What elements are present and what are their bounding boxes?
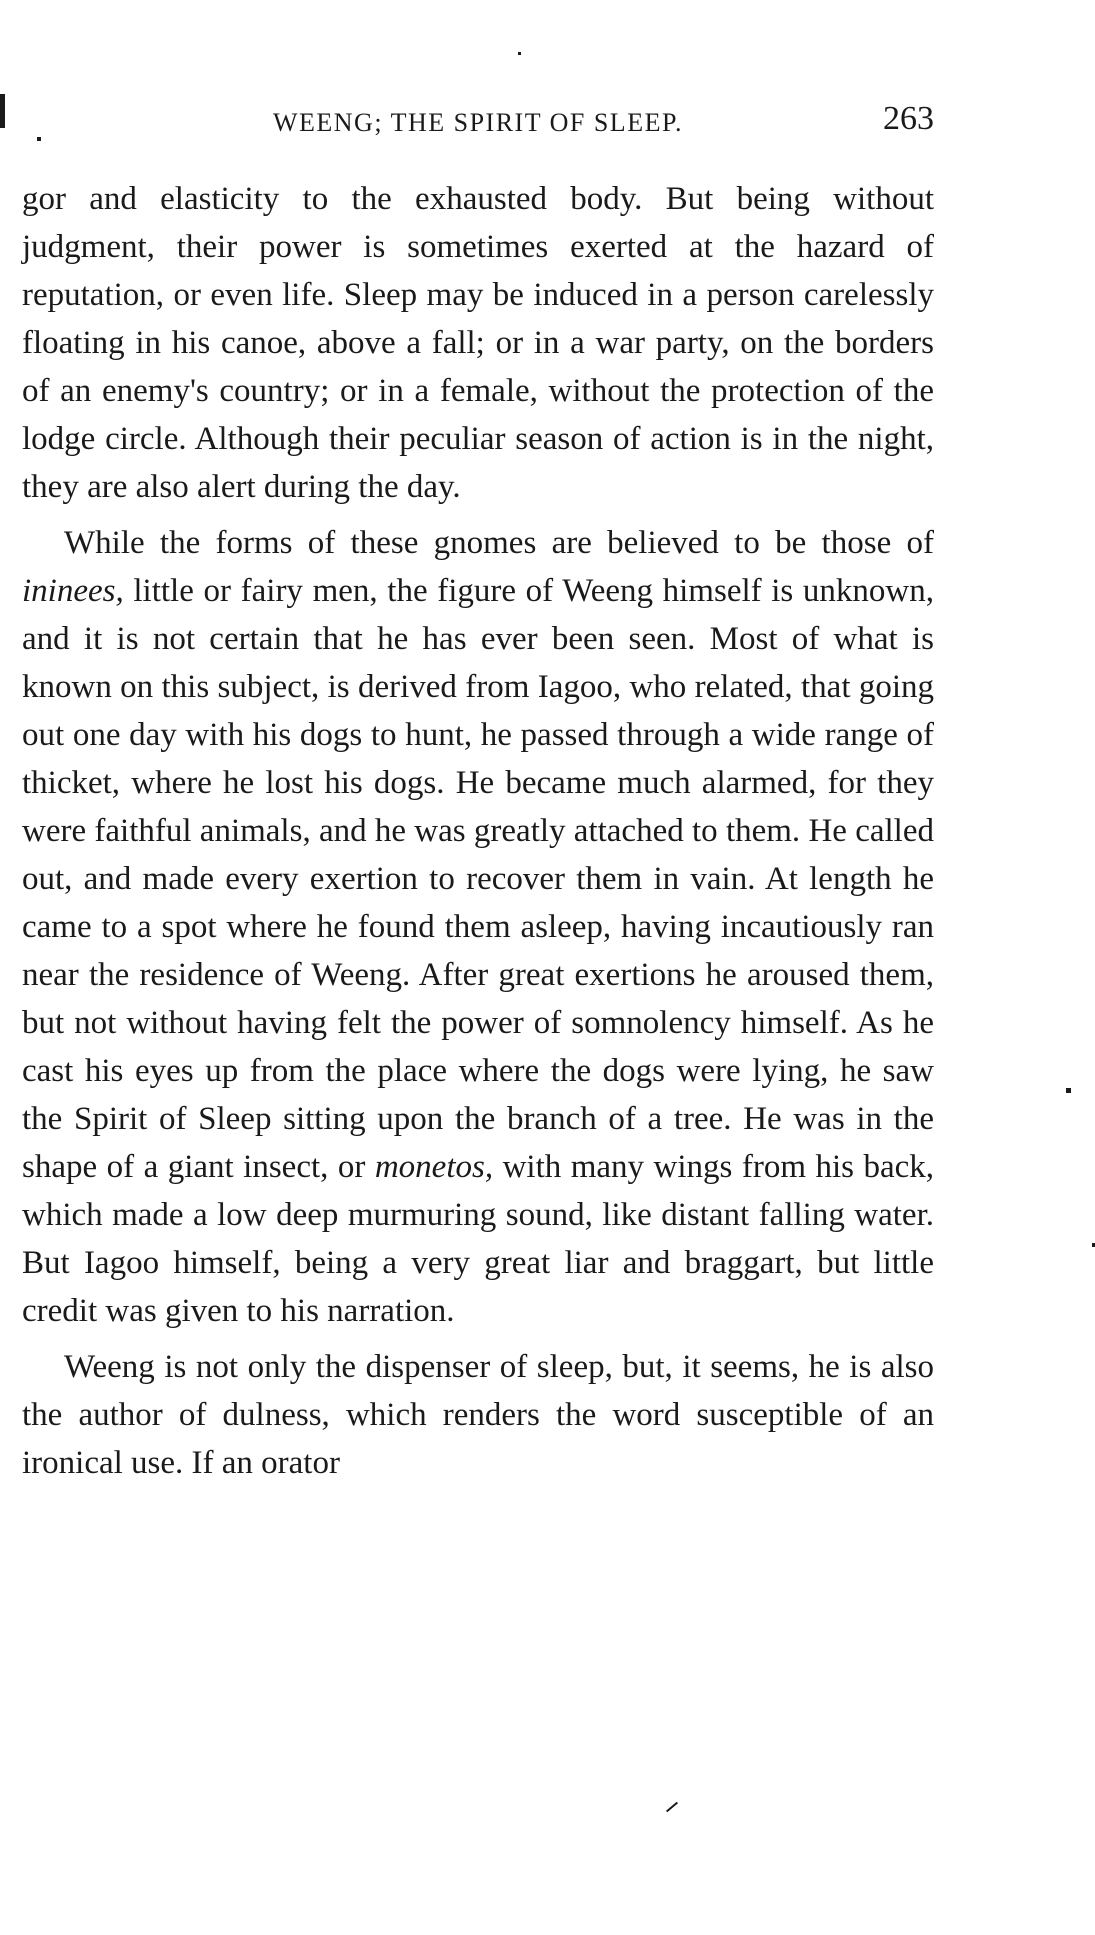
- page-header: [22, 100, 934, 144]
- paragraph-2: [22, 519, 934, 1335]
- paragraph-2-part-1: While the forms of these gnomes are believed to be those of: [64, 525, 934, 561]
- page-number: 263: [883, 100, 934, 137]
- margin-scan-mark: [0, 94, 5, 128]
- italic-term-ininees: ininees,: [22, 573, 124, 609]
- paragraph-2-part-2: little or fairy men, the figure of Weeng himself is unknown, and it is not certain that he has ever been seen. Most of what is known on this subject, is derived from Iagoo, who related, that going out one day with his dogs to hunt, he passed through a wide range of thicket, where he lost his dogs. He became much alarmed, for they were faithful animals, and he was greatly attached to them. He called out, and made every exertion to recover them in vain. At length he came to a spot where he found them asleep, having incautiously ran near the residence of Weeng. After great exertions he aroused them, but not without having felt the power of somnolency himself. As he cast his eyes up from the place where the dogs were lying, he saw the Spirit of Sleep sitting upon the branch of a tree. He was in the shape of a giant insect, or: [22, 573, 934, 1185]
- body-text: [22, 175, 934, 1487]
- ink-speck: [666, 1802, 678, 1813]
- paragraph-2-part-3: with many wings from his back, which made a low deep murmuring sound, like distant falling water. But Iagoo himself, being a very great liar and braggart, but little credit was given to his narration.: [22, 1149, 934, 1329]
- paragraph-1: gor and elasticity to the exhausted body. But being without judgment, their power is sometimes exerted at the hazard of reputation, or even life. Sleep may be induced in a person carelessly floating in his canoe, above a fall; or in a war party, on the borders of an enemy's country; or in a female, without the protection of the lodge circle. Although their peculiar season of action is in the night, they are also alert during the day.: [22, 181, 934, 505]
- running-head: WEENG; THE SPIRIT OF SLEEP.: [272, 108, 684, 137]
- ink-speck: [518, 52, 521, 55]
- italic-term-monetos: monetos,: [374, 1149, 494, 1185]
- ink-speck: [1066, 1088, 1071, 1093]
- paragraph-3: Weeng is not only the dispenser of sleep, but, it seems, he is also the author of dulness, which renders the word susceptible of an ironical use. If an orator: [22, 1349, 934, 1481]
